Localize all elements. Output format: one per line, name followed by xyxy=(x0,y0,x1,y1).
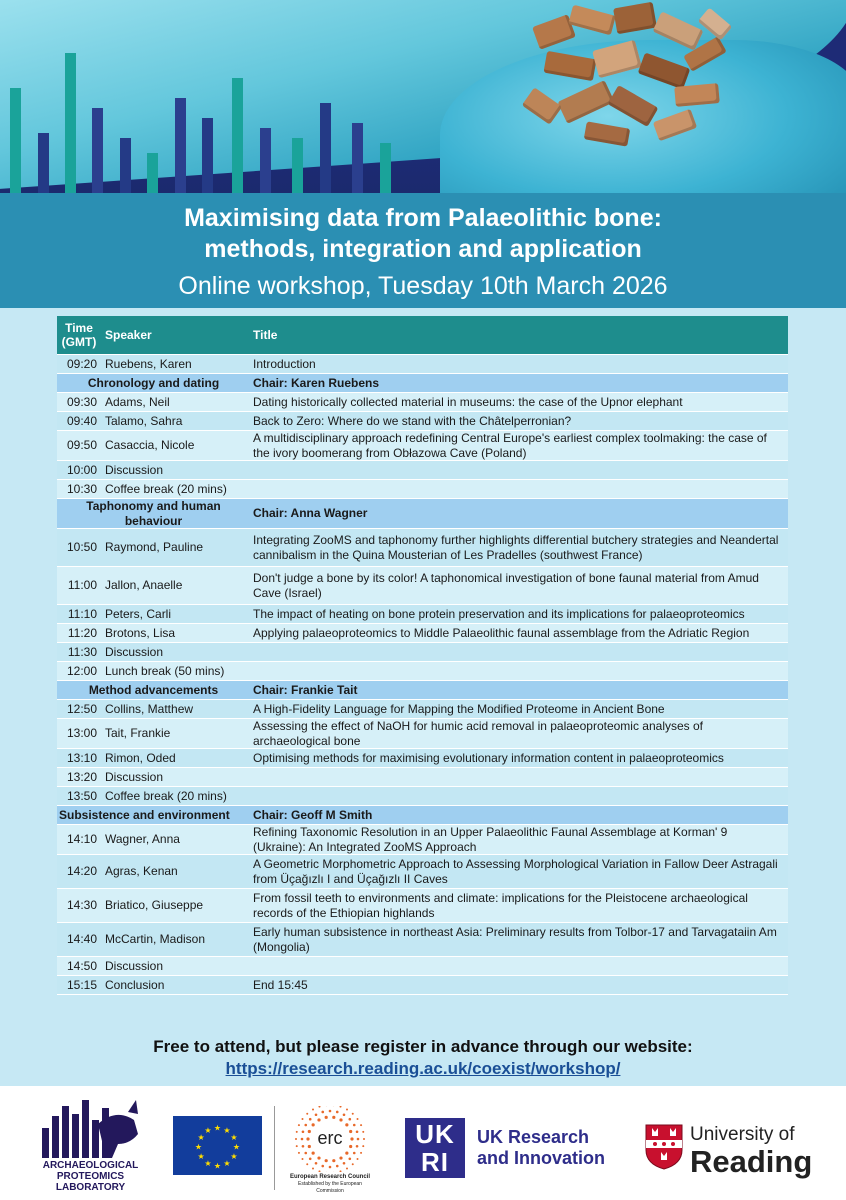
row-title xyxy=(253,662,783,680)
table-row xyxy=(57,957,788,976)
workshop-subtitle: Online workshop, Tuesday 10th March 2026 xyxy=(178,272,668,300)
session-chair: Chair: Karen Ruebens xyxy=(253,375,380,390)
hero-bar xyxy=(232,78,243,193)
table-row xyxy=(57,825,788,855)
bone-fragment xyxy=(698,7,733,40)
title-line-1: Maximising data from Palaeolithic bone: xyxy=(184,204,662,232)
row-time: 13:10 xyxy=(66,750,97,765)
erc-dot xyxy=(318,1170,320,1172)
erc-dot xyxy=(339,1156,342,1159)
apl-line-2: PROTEOMICS xyxy=(56,1171,125,1182)
apl-line-1: ARCHAEOLOGICAL xyxy=(42,1160,139,1171)
row-time: 10:00 xyxy=(66,462,97,477)
row-time: 10:50 xyxy=(66,540,97,554)
ukri-logo-text xyxy=(477,1127,605,1169)
row-title: The impact of heating on bone protein preservation and its implications for palaeoproteomics xyxy=(253,606,745,621)
hero-bar xyxy=(175,98,186,193)
row-speaker: Coffee break (20 mins) xyxy=(105,788,227,803)
table-row xyxy=(57,889,788,923)
erc-dot xyxy=(357,1158,359,1160)
eu-flag-icon xyxy=(173,1116,262,1175)
row-time: 09:20 xyxy=(66,356,97,371)
erc-dot xyxy=(329,1166,332,1169)
erc-dot xyxy=(312,1123,315,1126)
erc-dot xyxy=(312,1152,315,1155)
row-time: 12:50 xyxy=(66,701,97,716)
erc-dot xyxy=(298,1124,300,1126)
row-speaker: Tait, Frankie xyxy=(105,726,171,740)
row-speaker: Ruebens, Karen xyxy=(105,356,192,371)
row-title xyxy=(253,643,783,661)
hero-bar xyxy=(380,143,391,193)
apl-logo-icon xyxy=(38,1094,144,1160)
row-speaker: Discussion xyxy=(105,462,164,477)
erc-dot xyxy=(302,1130,305,1133)
registration-note xyxy=(0,1036,846,1080)
row-speaker: Wagner, Anna xyxy=(105,832,180,846)
erc-dot xyxy=(332,1116,335,1119)
table-row xyxy=(57,719,788,749)
hero-image xyxy=(0,0,846,193)
row-speaker: Agras, Kenan xyxy=(105,864,178,878)
row-speaker: Discussion xyxy=(105,644,164,659)
row-time: 11:00 xyxy=(67,578,97,592)
session-row xyxy=(57,374,788,393)
eu-star: ★ xyxy=(230,1133,238,1142)
row-speaker: Rimon, Oded xyxy=(105,750,176,765)
table-row xyxy=(57,855,788,889)
table-row xyxy=(57,700,788,719)
row-speaker: Casaccia, Nicole xyxy=(105,438,195,452)
row-time: 11:30 xyxy=(67,644,97,659)
logo-divider xyxy=(274,1106,275,1190)
erc-dot xyxy=(304,1124,307,1127)
erc-dot xyxy=(349,1130,352,1133)
row-title: A Geometric Morphometric Approach to Assessing Morphological Variation in Fallow Deer Astragali from Üçağızlı I and Üçağızlı II Caves xyxy=(253,856,778,886)
erc-dot xyxy=(302,1145,305,1148)
erc-dot xyxy=(295,1138,297,1140)
row-title: Applying palaeoproteomics to Middle Palaeolithic faunal assemblage from the Adriatic Region xyxy=(253,625,750,640)
row-title: Don't judge a bone by its color! A taphonomical investigation of bone faunal material from Amud Cave (Israel) xyxy=(253,570,759,600)
erc-dot xyxy=(312,1167,314,1169)
table-row xyxy=(57,923,788,957)
erc-dot xyxy=(306,1163,308,1165)
session-row xyxy=(57,681,788,700)
table-row xyxy=(57,662,788,681)
row-time: 14:30 xyxy=(66,898,97,912)
table-row xyxy=(57,768,788,787)
session-name: Chronology and dating xyxy=(87,375,220,390)
eu-star: ★ xyxy=(223,1158,231,1168)
session-chair: Chair: Geoff M Smith xyxy=(253,807,373,822)
erc-dot xyxy=(345,1152,348,1155)
hero-bar xyxy=(292,138,303,193)
table-row xyxy=(57,431,788,461)
table-row xyxy=(57,412,788,431)
row-time: 14:40 xyxy=(66,932,97,946)
hero-bar xyxy=(147,153,158,193)
eu-star: ★ xyxy=(230,1152,238,1161)
hero-bar xyxy=(10,88,21,193)
eu-star: ★ xyxy=(197,1133,205,1142)
ukri-logo-icon: UK RI xyxy=(405,1118,465,1178)
erc-logo-text xyxy=(285,1173,375,1195)
row-time: 09:40 xyxy=(66,413,97,428)
eu-star: ★ xyxy=(194,1142,203,1152)
hero-bar xyxy=(352,123,363,193)
erc-dot xyxy=(353,1124,356,1127)
erc-dot xyxy=(343,1162,346,1165)
row-title: Back to Zero: Where do we stand with the Châtelperronian? xyxy=(253,413,572,428)
title-line-2: methods, integration and application xyxy=(204,235,642,263)
table-row xyxy=(57,567,788,605)
eu-star: ★ xyxy=(197,1152,205,1161)
erc-dot xyxy=(356,1130,359,1133)
erc-dot xyxy=(346,1167,348,1169)
erc-dot xyxy=(298,1152,300,1154)
erc-dot xyxy=(315,1113,318,1116)
table-row xyxy=(57,355,788,374)
bone-fragment xyxy=(653,109,697,141)
bone-fragment xyxy=(638,52,691,89)
hero-bar xyxy=(92,108,103,193)
table-row xyxy=(57,529,788,567)
header-time: Time (GMT) xyxy=(61,321,97,349)
erc-dot xyxy=(363,1138,365,1140)
erc-dot xyxy=(357,1138,360,1141)
erc-dot xyxy=(339,1118,342,1121)
row-title: Refining Taxonomic Resolution in an Upper Palaeolithic Faunal Assemblage at Korman' 9 (Ukraine): An Integrated ZooMS Approach xyxy=(253,824,728,854)
eu-star: ★ xyxy=(213,1161,222,1171)
row-time: 13:00 xyxy=(66,726,97,740)
erc-dot xyxy=(340,1170,342,1172)
row-title: Early human subsistence in northeast Asia: Preliminary results from Tolbor-17 and Tarvagataiin Am (Mongolia) xyxy=(253,924,777,954)
bone-fragment xyxy=(674,83,720,107)
row-time: 11:20 xyxy=(67,625,97,640)
hero-bar xyxy=(38,133,49,193)
erc-dot xyxy=(360,1124,362,1126)
row-speaker: Discussion xyxy=(105,769,164,784)
row-time: 12:00 xyxy=(66,663,97,678)
table-row xyxy=(57,749,788,768)
session-chair: Chair: Frankie Tait xyxy=(253,682,358,697)
row-title: A multidisciplinary approach redefining Central Europe's earliest complex toolmaking: the case of the ivory boomerang from Obłazowa Cave (Poland) xyxy=(253,430,767,460)
row-title: Introduction xyxy=(253,356,316,371)
row-title: End 15:45 xyxy=(253,977,308,992)
eu-star: ★ xyxy=(204,1158,212,1168)
row-time: 11:10 xyxy=(67,606,97,621)
eu-star: ★ xyxy=(213,1123,222,1133)
erc-dot xyxy=(325,1159,328,1162)
bone-fragment xyxy=(543,51,596,81)
row-speaker: Talamo, Sahra xyxy=(105,413,183,428)
row-speaker: McCartin, Madison xyxy=(105,932,206,946)
bone-fragment xyxy=(584,121,630,146)
hero-bar xyxy=(65,53,76,193)
erc-dot xyxy=(315,1162,318,1165)
erc-dot xyxy=(348,1118,351,1121)
row-title: From fossil teeth to environments and climate: implications for the Pleistocene archaeological records of the Ethiopian highlands xyxy=(253,890,748,920)
erc-dot xyxy=(308,1145,311,1148)
erc-dot xyxy=(349,1145,352,1148)
erc-dot xyxy=(312,1109,314,1111)
hero-bar xyxy=(120,138,131,193)
row-speaker: Lunch break (50 mins) xyxy=(105,663,225,678)
register-text: Free to attend, but please register in advance through our website: xyxy=(153,1037,693,1056)
apl-line-3: LABORATORY xyxy=(55,1182,126,1193)
table-row xyxy=(57,480,788,499)
ukri-line-2: and Innovation xyxy=(477,1148,605,1168)
row-time: 14:50 xyxy=(66,958,97,973)
bone-fragment xyxy=(653,11,704,50)
row-title: Dating historically collected material in museums: the case of the Upnor elephant xyxy=(253,394,683,409)
programme-table xyxy=(57,316,788,995)
erc-tagline: Established by the European Commission xyxy=(298,1181,362,1194)
hero-bar xyxy=(202,118,213,193)
eu-star: ★ xyxy=(204,1126,212,1136)
erc-dot xyxy=(317,1118,320,1121)
header-speaker: Speaker xyxy=(105,327,152,342)
erc-dot xyxy=(360,1152,362,1154)
session-chair: Chair: Anna Wagner xyxy=(253,506,368,520)
table-row xyxy=(57,624,788,643)
row-time: 13:20 xyxy=(66,769,97,784)
erc-dot xyxy=(321,1165,324,1168)
erc-dot xyxy=(329,1110,332,1113)
erc-dot xyxy=(357,1118,359,1120)
erc-dot xyxy=(306,1113,308,1115)
row-speaker: Discussion xyxy=(105,958,164,973)
row-speaker: Raymond, Pauline xyxy=(105,540,204,554)
erc-dot xyxy=(352,1163,354,1165)
row-time: 15:15 xyxy=(66,977,97,992)
row-title: Integrating ZooMS and taphonomy further highlights differential butchery strategies and Neandertal cannibalism in the Quina Mousterian of Les Pradelles (southwest France) xyxy=(253,532,779,562)
hero-bar xyxy=(260,128,271,193)
row-time: 09:30 xyxy=(66,394,97,409)
erc-dot xyxy=(306,1137,309,1140)
bone-fragment xyxy=(568,5,616,36)
row-title: Optimising methods for maximising evolutionary information content in palaeoproteomics xyxy=(253,750,724,765)
hero-bar xyxy=(320,103,331,193)
title-band xyxy=(0,193,846,308)
row-title xyxy=(253,461,783,479)
row-title xyxy=(253,768,783,786)
register-link[interactable]: https://research.reading.ac.uk/coexist/workshop/ xyxy=(225,1059,621,1078)
erc-dot xyxy=(346,1109,348,1111)
erc-dot xyxy=(309,1157,312,1160)
erc-logo-icon xyxy=(295,1106,365,1172)
erc-dot xyxy=(325,1116,328,1119)
bone-fragment xyxy=(592,40,642,78)
table-header-row xyxy=(57,316,788,355)
table-row xyxy=(57,461,788,480)
row-speaker: Adams, Neil xyxy=(105,394,170,409)
row-title xyxy=(253,480,783,498)
bone-fragment xyxy=(557,80,614,124)
table-row xyxy=(57,643,788,662)
bone-fragments xyxy=(515,0,740,160)
erc-dot xyxy=(296,1145,298,1147)
session-row xyxy=(57,499,788,529)
erc-dot xyxy=(317,1156,320,1159)
row-title xyxy=(253,957,783,975)
table-row xyxy=(57,393,788,412)
bone-fragment xyxy=(613,2,657,35)
erc-name: European Research Council xyxy=(289,1174,371,1180)
erc-dot xyxy=(343,1113,346,1116)
row-time: 14:20 xyxy=(66,864,97,878)
erc-dot xyxy=(362,1131,364,1133)
reading-crest-icon xyxy=(645,1124,683,1170)
erc-dot xyxy=(301,1158,303,1160)
row-time: 13:50 xyxy=(66,788,97,803)
erc-dot xyxy=(332,1159,335,1162)
erc-mark: erc xyxy=(317,1128,343,1148)
bone-fragment xyxy=(608,85,659,127)
table-row xyxy=(57,976,788,995)
erc-dot xyxy=(353,1152,356,1155)
table-row xyxy=(57,787,788,806)
row-time: 10:30 xyxy=(66,481,97,496)
session-name: Taphonomy and human behaviour xyxy=(86,498,221,528)
row-speaker: Briatico, Giuseppe xyxy=(105,898,204,912)
erc-dot xyxy=(356,1145,359,1148)
row-speaker: Collins, Matthew xyxy=(105,701,194,716)
session-name: Subsistence and environment xyxy=(59,807,230,822)
row-speaker: Jallon, Anaelle xyxy=(105,578,183,592)
row-speaker: Brotons, Lisa xyxy=(105,625,176,640)
eu-star: ★ xyxy=(223,1126,231,1136)
erc-dot xyxy=(340,1106,342,1108)
row-title xyxy=(253,787,783,805)
row-speaker: Peters, Carli xyxy=(105,606,172,621)
reading-line-2: Reading xyxy=(690,1144,813,1179)
erc-dot xyxy=(336,1165,339,1168)
reading-line-1: University of xyxy=(690,1124,795,1145)
erc-dot xyxy=(318,1106,320,1108)
erc-dot xyxy=(308,1130,311,1133)
session-name: Method advancements xyxy=(88,682,219,697)
erc-dot xyxy=(301,1138,304,1141)
row-time: 14:10 xyxy=(66,832,97,846)
session-row xyxy=(57,806,788,825)
row-time: 09:50 xyxy=(66,438,97,452)
erc-dot xyxy=(301,1118,303,1120)
eu-stars xyxy=(173,1116,262,1175)
erc-dot xyxy=(362,1145,364,1147)
erc-dot xyxy=(296,1131,298,1133)
row-speaker: Coffee break (20 mins) xyxy=(105,481,227,496)
ukri-line-1: UK Research xyxy=(477,1127,590,1147)
erc-dot xyxy=(348,1157,351,1160)
erc-dot xyxy=(350,1137,353,1140)
bone-fragment xyxy=(522,87,562,125)
row-speaker: Conclusion xyxy=(105,977,165,992)
row-title: A High-Fidelity Language for Mapping the Modified Proteome in Ancient Bone xyxy=(253,701,665,716)
table-row xyxy=(57,605,788,624)
erc-dot xyxy=(352,1113,354,1115)
erc-dot xyxy=(304,1152,307,1155)
erc-dot xyxy=(336,1111,339,1114)
erc-dot xyxy=(345,1123,348,1126)
row-title: Assessing the effect of NaOH for humic acid removal in palaeoproteomic analyses of archaeological bone xyxy=(253,718,703,748)
erc-dot xyxy=(321,1111,324,1114)
apl-logo-text xyxy=(38,1160,143,1193)
erc-dot xyxy=(309,1118,312,1121)
header-title: Title xyxy=(253,327,278,342)
eu-star: ★ xyxy=(232,1142,241,1152)
